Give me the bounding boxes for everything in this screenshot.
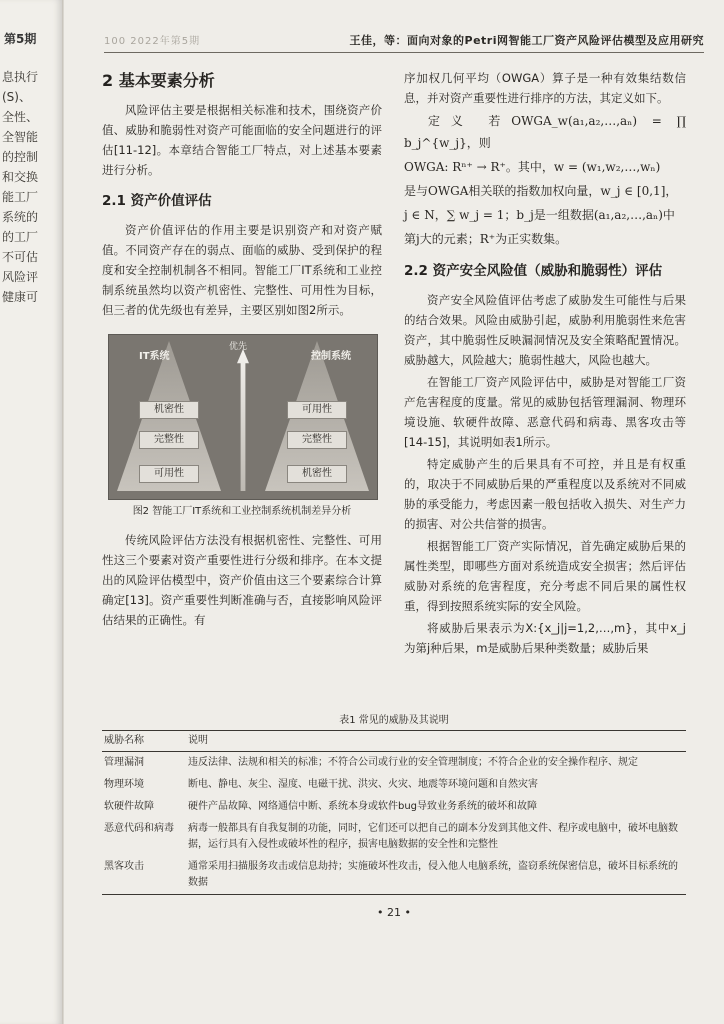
subsection-title-risk-value: 2.2 资产安全风险值（威胁和脆弱性）评估 (404, 263, 663, 279)
threat-name: 黑客攻击 (102, 856, 186, 895)
previous-page-edge (0, 0, 63, 1024)
risk-paragraph-2: 在智能工厂资产风险评估中，威胁是对智能工厂资产危害程度的度量。常见的威胁包括管理漏洞、物理环境设施、软硬件故障、恶意代码和病毒、黑客攻击等[14-15]，其说明如表1所示。 (404, 375, 686, 449)
prev-page-line: 不可估 (2, 250, 39, 264)
prev-page-line: 全智能 (2, 130, 39, 144)
prev-page-line: 系统的 (2, 210, 39, 224)
threat-description: 违反法律、法规和相关的标准；不符合公司或行业的安全管理制度；不符合企业的安全操作程序、规定 (188, 757, 638, 768)
subsection-title-asset-value: 2.1 资产价值评估 (102, 193, 212, 209)
risk-paragraph-4: 根据智能工厂资产实际情况，首先确定威胁后果的属性类型，即哪些方面对系统造成安全损害；然后评估威胁对系统的危害程度，充分考虑不同后果的属性权重，得到按照系统实际的安全风险。 (404, 539, 686, 613)
threat-name: 软硬件故障 (104, 801, 154, 812)
priority-arrow (237, 349, 249, 491)
figure-2-diagram (108, 334, 378, 500)
priority-arrow-label: 优先 (229, 342, 248, 352)
owga-intro: 序加权几何平均（OWGA）算子是一种有效集结数信息，并对资产重要性进行排序的方法，其定义如下。 (404, 71, 686, 105)
it-tier-3: 可用性 (139, 465, 199, 483)
prev-page-line: 能工厂 (2, 190, 39, 204)
risk-paragraph-5: 将威胁后果表示为X:{x_j|j=1,2,…,m}，其中x_j为第j种后果，m是威胁后果种类数量；威胁后果 (404, 621, 686, 655)
page-number: • 21 • (377, 906, 411, 919)
threat-table (102, 730, 686, 895)
owga-formula-line: OWGA: Rⁿ⁺ → R⁺。其中，w = (w₁,w₂,…,wₙ) (404, 160, 661, 174)
table-header-description: 说明 (186, 731, 686, 752)
owga-formula-line: j ∈ N，∑ w_j = 1；b_j是一组数据(a₁,a₂,…,aₙ)中 (404, 208, 675, 222)
left-column (102, 68, 382, 632)
section-title: 2 基本要素分析 (102, 71, 215, 90)
it-tier-1: 机密性 (139, 401, 199, 419)
threat-name: 物理环境 (104, 779, 144, 790)
zone-label-control: 控制系统 (311, 351, 351, 362)
zone-label-it: IT系统 (139, 351, 170, 362)
right-column (404, 68, 686, 660)
prev-page-line: 健康可 (2, 290, 39, 304)
running-head-title: 王佳，等：面向对象的Petri网智能工厂资产风险评估模型及应用研究 (349, 34, 704, 47)
table-header-row (102, 731, 686, 752)
table-row (102, 752, 686, 775)
threat-description: 断电、静电、灰尘、湿度、电磁干扰、洪灾、火灾、地震等环境问题和自然灾害 (188, 779, 538, 790)
table-1-caption: 表1 常见的威胁及其说明 (339, 715, 449, 726)
table-row (102, 774, 686, 796)
owga-definition: 定义 若OWGA_w(a₁,a₂,…,aₙ) = ∏ b_j^{w_j}，则 (404, 114, 686, 150)
threat-description: 通常采用扫描服务攻击或信息劫持；实施破坏性攻击，侵入他人电脑系统，盗窃系统保密信息，破坏目标系统的数据 (186, 856, 686, 895)
prev-page-issue: 第5期 (4, 32, 37, 46)
table-row (102, 796, 686, 818)
asset-value-paragraph: 资产价值评估的作用主要是识别资产和对资产赋值。不同资产存在的弱点、面临的威胁、受到保护的程度和安全控制机制各不相同。智能工厂IT系统和工业控制系统虽然均以资产机密性、完整性、可用性为目标，但三者的优先级也有差异，主要区别如图2所示。 (102, 223, 382, 317)
prev-page-line: 风险评 (2, 270, 39, 284)
risk-paragraph-3: 特定威胁产生的后果具有不可控，并且是有权重的，取决于不同威胁后果的严重程度以及系统对不同威胁的承受能力，考虑因素一般包括收入损失、对生产力的损害、对公共信誉的损害。 (404, 457, 686, 531)
asset-value-paragraph-2: 传统风险评估方法没有根据机密性、完整性、可用性这三个要素对资产重要性进行分级和排序。在本文提出的风险评估模型中，资产价值由这三个要素综合计算确定[13]。资产重要性判断准确与否，直接影响风险评估结果的正确性。有 (102, 533, 382, 627)
table-row (102, 856, 686, 895)
threat-description: 硬件产品故障、网络通信中断、系统本身或软件bug导致业务系统的破坏和故障 (188, 801, 538, 812)
prev-page-line: (S)、 (2, 90, 31, 104)
prev-page-line: 息执行 (2, 70, 39, 84)
threat-description: 病毒一般都具有自我复制的功能，同时，它们还可以把自己的副本分发到其他文件、程序或电脑中，破坏电脑数据，运行具有入侵性或破坏性的程序，损害电脑数据的安全性和完整性 (188, 823, 678, 850)
prev-page-line: 的控制 (2, 150, 39, 164)
table-1 (102, 714, 686, 895)
table-header-name: 威胁名称 (102, 731, 186, 752)
owga-formula-line: 第j大的元素；R⁺为正实数集。 (404, 232, 568, 246)
prev-page-line: 的工厂 (2, 230, 39, 244)
running-head-issue: 100 2022年第5期 (104, 36, 201, 47)
table-row (102, 818, 686, 856)
journal-page (64, 0, 724, 1024)
prev-page-line: 全性、 (2, 110, 39, 124)
section-intro: 风险评估主要是根据相关标准和技术，围绕资产价值、威胁和脆弱性对资产可能面临的安全问题进行的评估[11-12]。本章结合智能工厂特点，对上述基本要素进行分析。 (102, 103, 382, 177)
risk-paragraph-1: 资产安全风险值评估考虑了威胁发生可能性与后果的结合效果。风险由威胁引起，威胁利用脆弱性来危害资产，其中脆弱性反映漏洞情况及安全策略配置情况。威胁越大，风险越大；脆弱性越大，风险也越大。 (404, 293, 686, 367)
prev-page-line: 和交换 (2, 170, 39, 184)
control-tier-2: 完整性 (287, 431, 347, 449)
owga-formula-line: 是与OWGA相关联的指数加权向量，w_j ∈ [0,1]， (404, 184, 678, 198)
threat-name: 恶意代码和病毒 (104, 823, 174, 834)
threat-name: 管理漏洞 (104, 757, 144, 768)
it-tier-2: 完整性 (139, 431, 199, 449)
control-tier-3: 机密性 (287, 465, 347, 483)
running-head (104, 30, 704, 53)
figure-2-caption: 图2 智能工厂IT系统和工业控制系统机制差异分析 (132, 506, 352, 517)
control-tier-1: 可用性 (287, 401, 347, 419)
